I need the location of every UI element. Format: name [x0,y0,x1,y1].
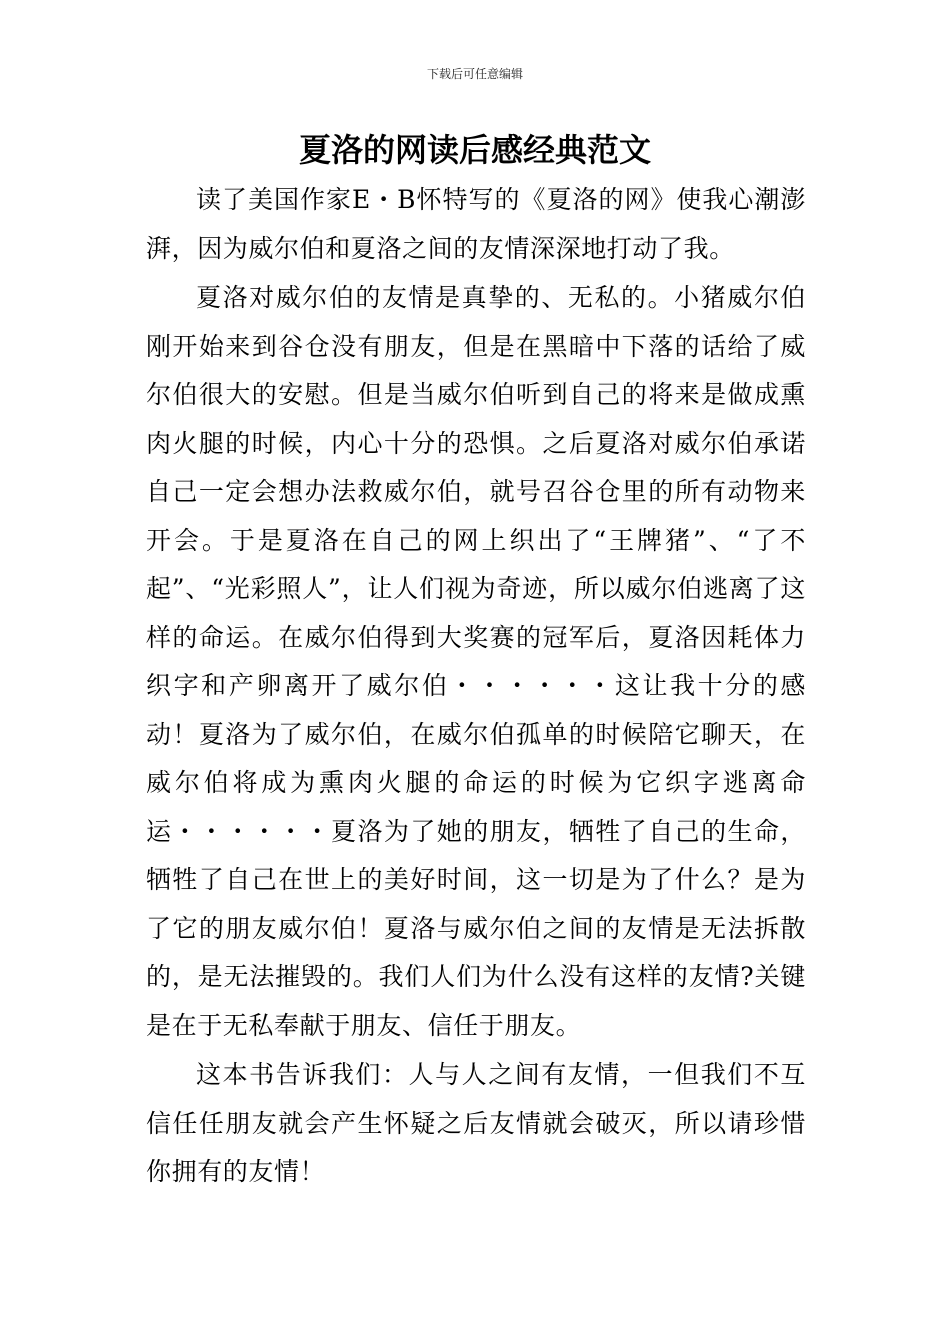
paragraph-main: 夏洛对威尔伯的友情是真挚的、无私的。小猪威尔伯刚开始来到谷仓没有朋友，但是在黑暗中下落的话给了威尔伯很大的安慰。但是当威尔伯听到自己的将来是做成熏肉火腿的时候，内心十分的恐惧。之后夏洛对威尔伯承诺自己一定会想办法救威尔伯，就号召谷仓里的所有动物来开会。于是夏洛在自己的网上织出了“王牌猪”、“了不起”、“光彩照人”，让人们视为奇迹，所以威尔伯逃离了这样的命运。在威尔伯得到大奖赛的冠军后，夏洛因耗体力织字和产卵离开了威尔伯・・・・・・这让我十分的感动！夏洛为了威尔伯，在威尔伯孤单的时候陪它聊天，在威尔伯将成为熏肉火腿的命运的时候为它织字逃离命运・・・・・・夏洛为了她的朋友，牺牲了自己的生命，牺牲了自己在世上的美好时间，这一切是为了什么？是为了它的朋友威尔伯！夏洛与威尔伯之间的友情是无法拆散的，是无法摧毁的。我们人们为什么没有这样的友情?关键是在于无私奉献于朋友、信任于朋友。 [146,283,806,1040]
paragraph-intro: 读了美国作家E・B怀特写的《夏洛的网》使我心潮澎湃，因为威尔伯和夏洛之间的友情深深地打动了我。 [146,185,806,263]
page-header-note: 下载后可任意编辑 [426,67,523,81]
paragraph-conclusion: 这本书告诉我们：人与人之间有友情，一但我们不互信任任朋友就会产生怀疑之后友情就会破灭，所以请珍惜你拥有的友情！ [146,1060,806,1186]
document-body [146,176,806,1198]
document-title: 夏洛的网读后感经典范文 [298,131,651,169]
